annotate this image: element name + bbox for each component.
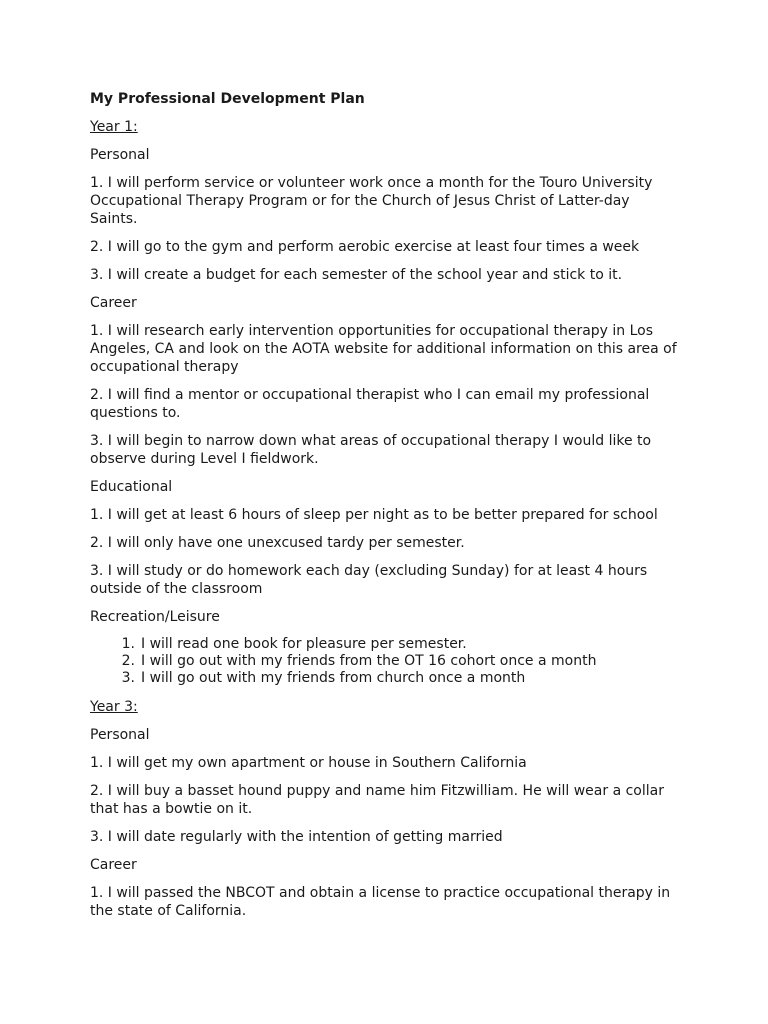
list-text: I will go out with my friends from church once a month — [141, 670, 526, 686]
year-1-career-item-3: 3. I will begin to narrow down what areas of occupational therapy I would like to observe during Level I fieldwork. — [90, 433, 652, 467]
recreation-list-item — [90, 653, 768, 670]
year-3-personal-heading: Personal — [90, 727, 150, 743]
recreation-list — [90, 636, 768, 687]
list-number: 2. — [121, 653, 135, 669]
list-text: I will read one book for pleasure per semester. — [141, 636, 467, 652]
year-1-heading: Year 1: — [90, 119, 138, 135]
year-1-educational-item-1: 1. I will get at least 6 hours of sleep per night as to be better prepared for school — [90, 507, 658, 523]
year-3-personal-item-3: 3. I will date regularly with the intention of getting married — [90, 829, 503, 845]
year-1-career-heading: Career — [90, 295, 137, 311]
year-1-educational-heading: Educational — [90, 479, 173, 495]
list-number: 3. — [121, 670, 135, 686]
year-1-recreation-heading: Recreation/Leisure — [90, 609, 220, 625]
year-3-personal-item-1: 1. I will get my own apartment or house in Southern California — [90, 755, 527, 771]
year-1-educational-item-2: 2. I will only have one unexcused tardy per semester. — [90, 535, 465, 551]
year-3-heading: Year 3: — [90, 699, 138, 715]
document-title: My Professional Development Plan — [90, 91, 365, 107]
year-1-personal-item-1: 1. I will perform service or volunteer work once a month for the Touro University Occupational Therapy Program or for the Church of Jesus Christ of Latter-day Saints. — [90, 175, 653, 227]
year-3-career-heading: Career — [90, 857, 137, 873]
year-1-personal-item-3: 3. I will create a budget for each semester of the school year and stick to it. — [90, 267, 623, 283]
year-1-career-item-1: 1. I will research early intervention opportunities for occupational therapy in Los Angeles, CA and look on the AOTA website for additional information on this area of occupational therapy — [90, 323, 677, 375]
year-1-educational-item-3: 3. I will study or do homework each day (excluding Sunday) for at least 4 hours outside of the classroom — [90, 563, 648, 597]
year-3-career-item-1: 1. I will passed the NBCOT and obtain a license to practice occupational therapy in the state of California. — [90, 885, 671, 919]
year-1-career-item-2: 2. I will find a mentor or occupational therapist who I can email my professional questions to. — [90, 387, 650, 421]
year-1-personal-item-2: 2. I will go to the gym and perform aerobic exercise at least four times a week — [90, 239, 640, 255]
list-text: I will go out with my friends from the OT 16 cohort once a month — [141, 653, 597, 669]
year-1-personal-heading: Personal — [90, 147, 150, 163]
recreation-list-item — [90, 670, 768, 687]
year-3-personal-item-2: 2. I will buy a basset hound puppy and name him Fitzwilliam. He will wear a collar that has a bowtie on it. — [90, 783, 664, 817]
recreation-list-item — [90, 636, 768, 653]
list-number: 1. — [121, 636, 135, 652]
